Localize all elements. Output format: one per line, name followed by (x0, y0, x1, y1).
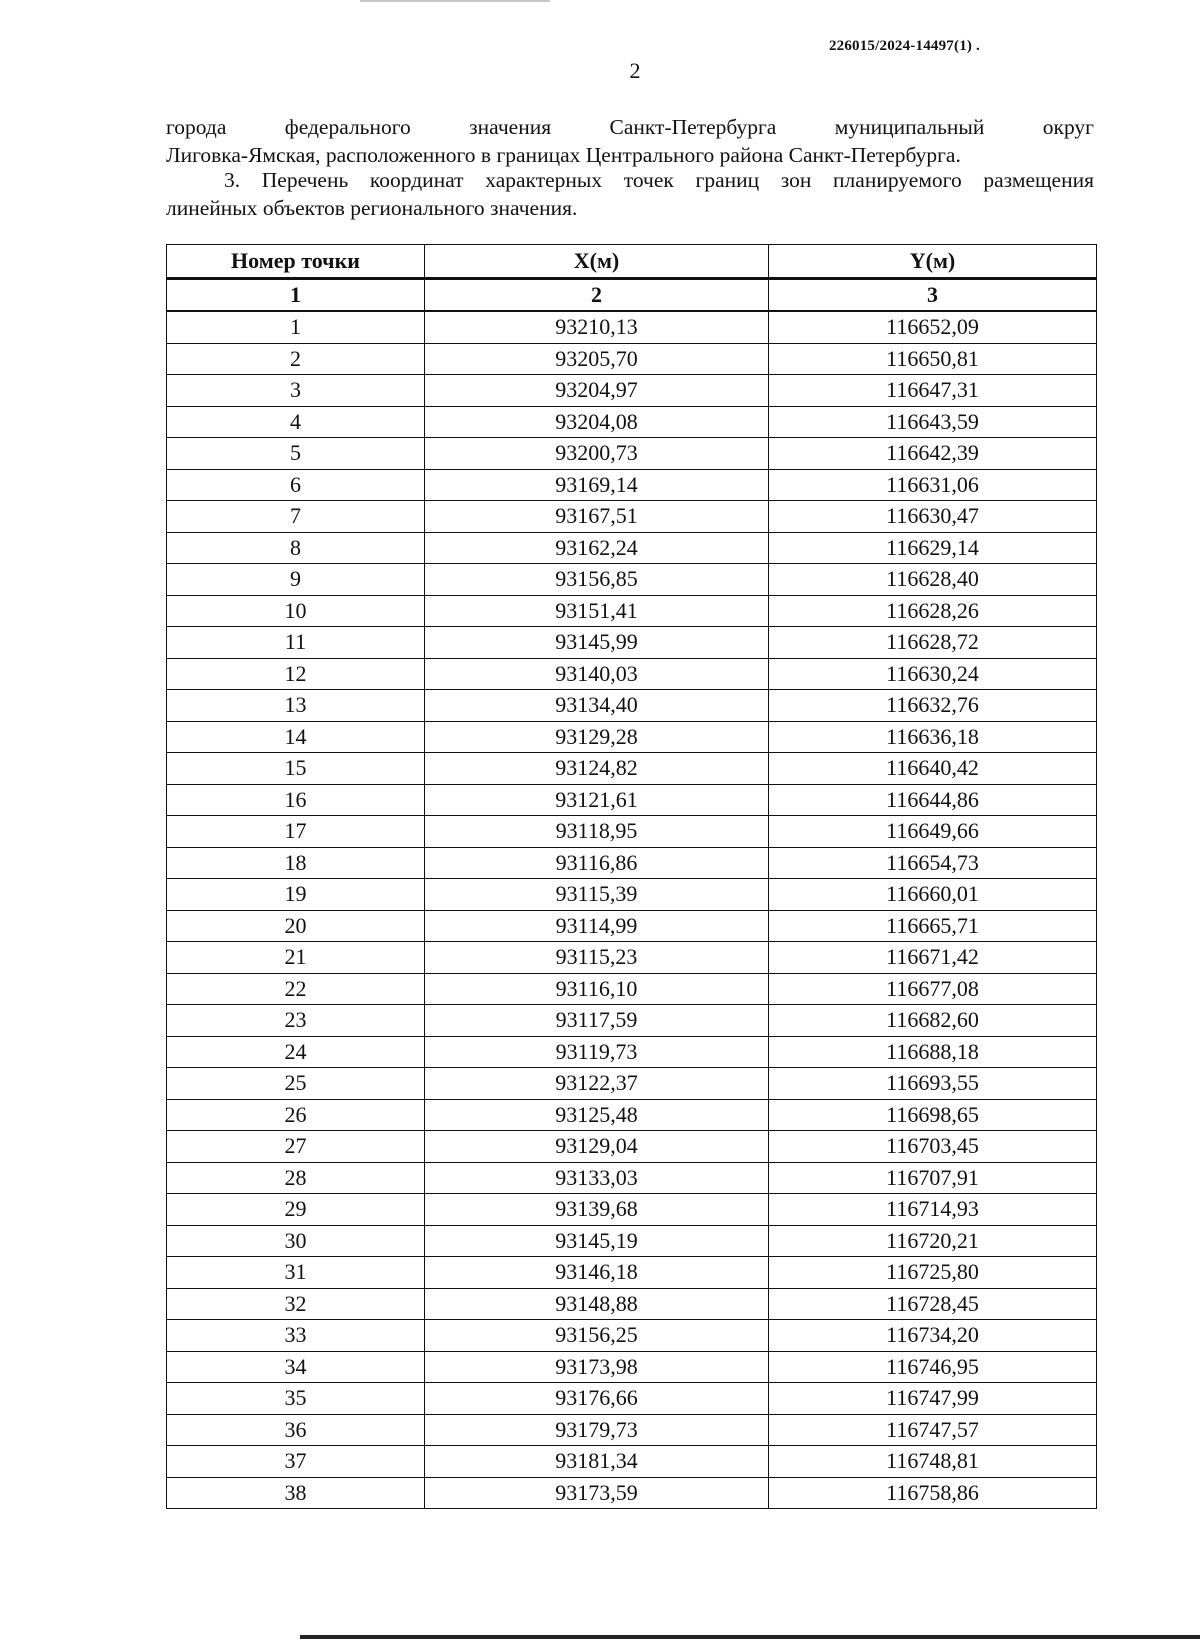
table-header-row (167, 245, 1097, 279)
cell-x: 93162,24 (425, 532, 769, 564)
table-row (167, 1225, 1097, 1257)
cell-y: 116643,59 (769, 406, 1097, 438)
cell-point-number: 4 (167, 406, 425, 438)
cell-x: 93156,85 (425, 564, 769, 596)
cell-x: 93200,73 (425, 438, 769, 470)
table-row (167, 1162, 1097, 1194)
cell-x: 93124,82 (425, 753, 769, 785)
table-row (167, 532, 1097, 564)
cell-point-number: 11 (167, 627, 425, 659)
cell-y: 116693,55 (769, 1068, 1097, 1100)
cell-x: 93145,99 (425, 627, 769, 659)
table-row (167, 1005, 1097, 1037)
cell-point-number: 13 (167, 690, 425, 722)
cell-x: 93204,97 (425, 375, 769, 407)
cell-y: 116644,86 (769, 784, 1097, 816)
table-row (167, 469, 1097, 501)
cell-y: 116698,65 (769, 1099, 1097, 1131)
cell-y: 116652,09 (769, 311, 1097, 343)
table-row (167, 1099, 1097, 1131)
cell-x: 93205,70 (425, 343, 769, 375)
cell-y: 116632,76 (769, 690, 1097, 722)
cell-y: 116714,93 (769, 1194, 1097, 1226)
cell-y: 116654,73 (769, 847, 1097, 879)
table-row (167, 816, 1097, 848)
table-row (167, 1194, 1097, 1226)
cell-point-number: 14 (167, 721, 425, 753)
table-column-numbers-row (167, 279, 1097, 312)
cell-point-number: 7 (167, 501, 425, 533)
cell-y: 116682,60 (769, 1005, 1097, 1037)
table-row (167, 438, 1097, 470)
cell-y: 116728,45 (769, 1288, 1097, 1320)
cell-x: 93173,98 (425, 1351, 769, 1383)
cell-y: 116628,40 (769, 564, 1097, 596)
cell-point-number: 25 (167, 1068, 425, 1100)
cell-point-number: 32 (167, 1288, 425, 1320)
cell-y: 116703,45 (769, 1131, 1097, 1163)
cell-x: 93122,37 (425, 1068, 769, 1100)
table-row (167, 1383, 1097, 1415)
cell-y: 116649,66 (769, 816, 1097, 848)
table-row (167, 847, 1097, 879)
cell-y: 116758,86 (769, 1477, 1097, 1509)
cell-y: 116677,08 (769, 973, 1097, 1005)
cell-x: 93179,73 (425, 1414, 769, 1446)
cell-point-number: 33 (167, 1320, 425, 1352)
table-row (167, 1257, 1097, 1289)
cell-y: 116630,47 (769, 501, 1097, 533)
cell-point-number: 31 (167, 1257, 425, 1289)
table-row (167, 753, 1097, 785)
cell-x: 93140,03 (425, 658, 769, 690)
cell-x: 93117,59 (425, 1005, 769, 1037)
cell-x: 93145,19 (425, 1225, 769, 1257)
table-row (167, 406, 1097, 438)
table-row (167, 1288, 1097, 1320)
cell-y: 116631,06 (769, 469, 1097, 501)
cell-point-number: 5 (167, 438, 425, 470)
cell-y: 116747,57 (769, 1414, 1097, 1446)
cell-y: 116650,81 (769, 343, 1097, 375)
page-number: 2 (629, 58, 641, 83)
cell-point-number: 26 (167, 1099, 425, 1131)
cell-y: 116640,42 (769, 753, 1097, 785)
cell-y: 116725,80 (769, 1257, 1097, 1289)
table-row (167, 375, 1097, 407)
cell-point-number: 29 (167, 1194, 425, 1226)
cell-x: 93115,23 (425, 942, 769, 974)
cell-point-number: 8 (167, 532, 425, 564)
table-row (167, 879, 1097, 911)
cell-point-number: 35 (167, 1383, 425, 1415)
cell-point-number: 38 (167, 1477, 425, 1509)
cell-x: 93114,99 (425, 910, 769, 942)
table-row (167, 1131, 1097, 1163)
cell-x: 93118,95 (425, 816, 769, 848)
cell-point-number: 2 (167, 343, 425, 375)
cell-x: 93129,28 (425, 721, 769, 753)
table-body (167, 311, 1097, 1509)
cell-y: 116629,14 (769, 532, 1097, 564)
table-row (167, 564, 1097, 596)
cell-y: 116720,21 (769, 1225, 1097, 1257)
cell-x: 93176,66 (425, 1383, 769, 1415)
cell-point-number: 27 (167, 1131, 425, 1163)
cell-point-number: 17 (167, 816, 425, 848)
cell-y: 116707,91 (769, 1162, 1097, 1194)
header-x: X(м) (425, 245, 769, 279)
paragraph-location (166, 113, 1094, 169)
table-row (167, 1351, 1097, 1383)
cell-point-number: 20 (167, 910, 425, 942)
scan-artifact (300, 1635, 1200, 1639)
cell-x: 93133,03 (425, 1162, 769, 1194)
cell-point-number: 1 (167, 311, 425, 343)
cell-y: 116636,18 (769, 721, 1097, 753)
cell-y: 116747,99 (769, 1383, 1097, 1415)
cell-x: 93116,86 (425, 847, 769, 879)
cell-y: 116748,81 (769, 1446, 1097, 1478)
cell-x: 93119,73 (425, 1036, 769, 1068)
cell-point-number: 21 (167, 942, 425, 974)
cell-x: 93125,48 (425, 1099, 769, 1131)
table-row (167, 343, 1097, 375)
paragraph-line: линейных объектов регионального значения. (166, 196, 578, 220)
cell-x: 93167,51 (425, 501, 769, 533)
cell-point-number: 12 (167, 658, 425, 690)
table-row (167, 910, 1097, 942)
cell-x: 93204,08 (425, 406, 769, 438)
cell-point-number: 15 (167, 753, 425, 785)
column-number: 3 (769, 279, 1097, 312)
table-row (167, 942, 1097, 974)
cell-x: 93156,25 (425, 1320, 769, 1352)
cell-point-number: 19 (167, 879, 425, 911)
cell-x: 93181,34 (425, 1446, 769, 1478)
cell-point-number: 28 (167, 1162, 425, 1194)
table-row (167, 627, 1097, 659)
document-id: 226015/2024-14497(1) . (828, 38, 980, 54)
column-number: 1 (167, 279, 425, 312)
cell-x: 93169,14 (425, 469, 769, 501)
paragraph-line: Лиговка-Ямская, расположенного в границах Центрального района Санкт-Петербурга. (166, 143, 961, 167)
cell-point-number: 23 (167, 1005, 425, 1037)
cell-point-number: 36 (167, 1414, 425, 1446)
cell-x: 93116,10 (425, 973, 769, 1005)
cell-x: 93139,68 (425, 1194, 769, 1226)
cell-x: 93121,61 (425, 784, 769, 816)
cell-y: 116642,39 (769, 438, 1097, 470)
table-row (167, 973, 1097, 1005)
table-row (167, 690, 1097, 722)
coordinates-table (166, 244, 1097, 1509)
cell-point-number: 24 (167, 1036, 425, 1068)
header-point-number: Номер точки (167, 245, 425, 279)
cell-point-number: 18 (167, 847, 425, 879)
table-row (167, 1477, 1097, 1509)
cell-point-number: 6 (167, 469, 425, 501)
cell-point-number: 16 (167, 784, 425, 816)
table-row (167, 721, 1097, 753)
table-row (167, 1320, 1097, 1352)
cell-y: 116630,24 (769, 658, 1097, 690)
table-row (167, 1446, 1097, 1478)
column-number: 2 (425, 279, 769, 312)
cell-y: 116671,42 (769, 942, 1097, 974)
cell-x: 93146,18 (425, 1257, 769, 1289)
table-row (167, 658, 1097, 690)
cell-x: 93115,39 (425, 879, 769, 911)
cell-y: 116734,20 (769, 1320, 1097, 1352)
cell-x: 93134,40 (425, 690, 769, 722)
header-y: Y(м) (769, 245, 1097, 279)
cell-y: 116647,31 (769, 375, 1097, 407)
cell-point-number: 9 (167, 564, 425, 596)
table-row (167, 1036, 1097, 1068)
cell-x: 93148,88 (425, 1288, 769, 1320)
cell-point-number: 10 (167, 595, 425, 627)
cell-y: 116746,95 (769, 1351, 1097, 1383)
cell-y: 116688,18 (769, 1036, 1097, 1068)
paragraph-list-intro (166, 166, 1094, 222)
cell-x: 93210,13 (425, 311, 769, 343)
cell-y: 116660,01 (769, 879, 1097, 911)
cell-point-number: 30 (167, 1225, 425, 1257)
table-row (167, 595, 1097, 627)
cell-y: 116628,72 (769, 627, 1097, 659)
table-row (167, 784, 1097, 816)
cell-point-number: 3 (167, 375, 425, 407)
table-row (167, 501, 1097, 533)
table-row (167, 1068, 1097, 1100)
table-row (167, 1414, 1097, 1446)
scan-artifact (360, 0, 550, 2)
cell-point-number: 37 (167, 1446, 425, 1478)
cell-x: 93129,04 (425, 1131, 769, 1163)
cell-x: 93173,59 (425, 1477, 769, 1509)
cell-y: 116628,26 (769, 595, 1097, 627)
table-row (167, 311, 1097, 343)
cell-x: 93151,41 (425, 595, 769, 627)
cell-y: 116665,71 (769, 910, 1097, 942)
paragraph-line: города федерального значения Санкт-Петербурга муниципальный округ (166, 115, 1094, 139)
cell-point-number: 22 (167, 973, 425, 1005)
paragraph-line: 3. Перечень координат характерных точек границ зон планируемого размещения (224, 168, 1094, 192)
cell-point-number: 34 (167, 1351, 425, 1383)
